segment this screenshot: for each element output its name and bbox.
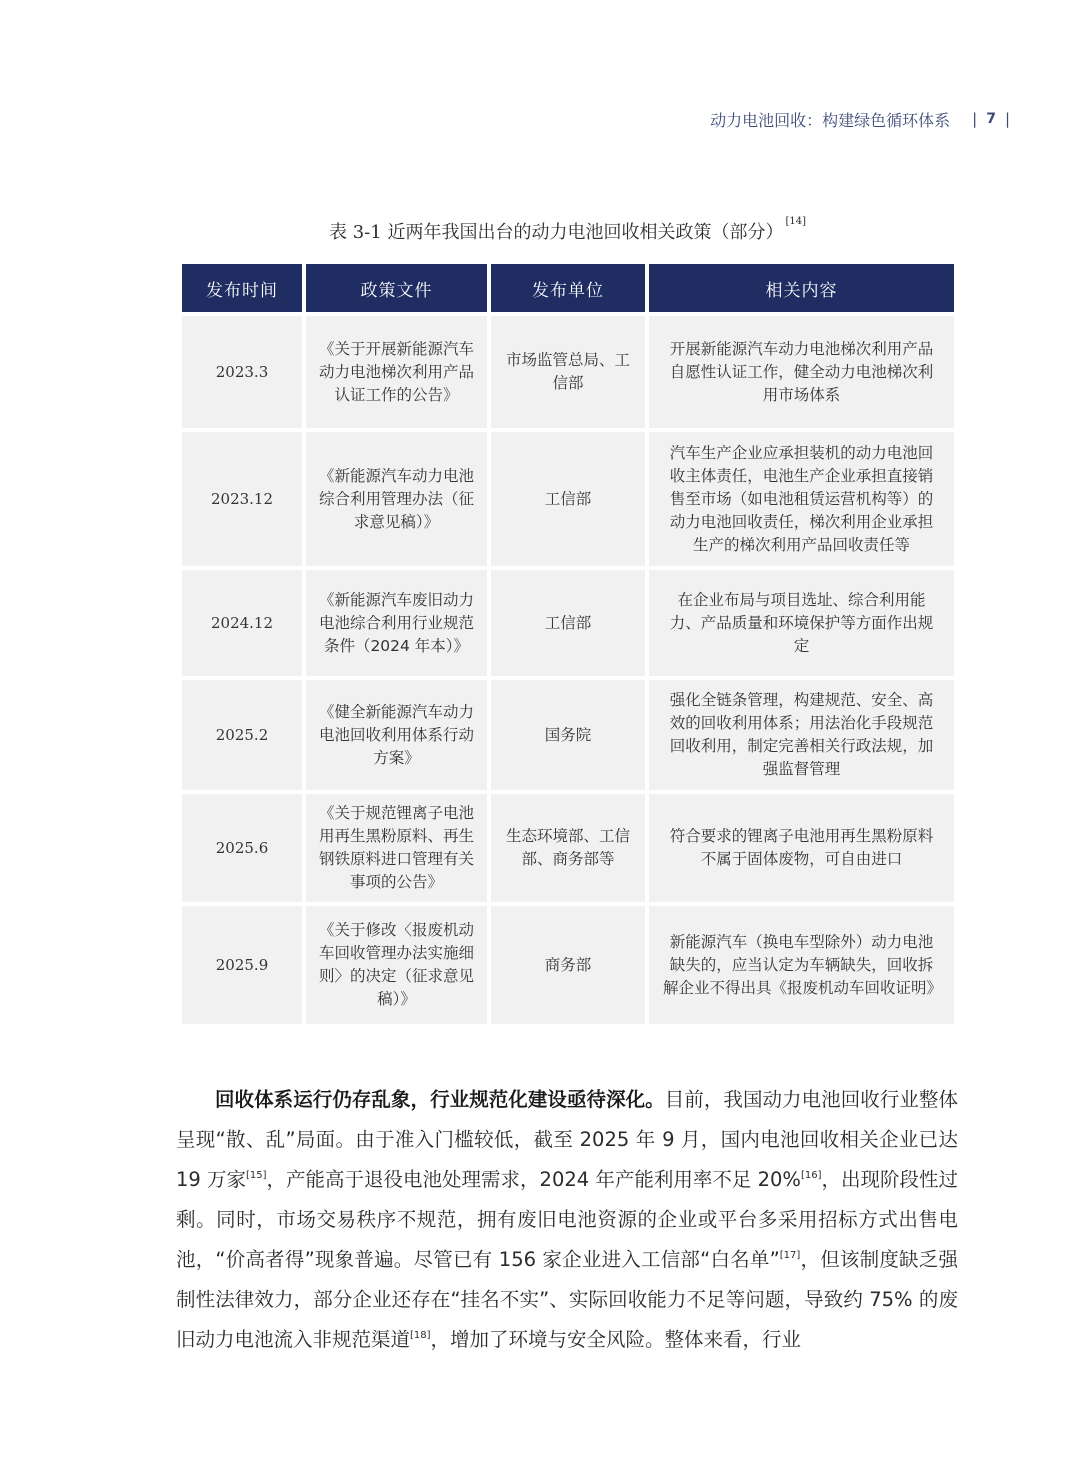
paragraph-text-5: ，增加了环境与安全风险。整体来看，行业 (430, 1327, 802, 1351)
policy-table (178, 260, 958, 1028)
cell-date: 2025.9 (182, 906, 302, 1024)
cell-issuer: 商务部 (491, 906, 645, 1024)
table-caption (180, 218, 955, 244)
table-row (182, 316, 954, 428)
running-header-title: 动力电池回收：构建绿色循环体系 (710, 110, 951, 130)
cell-document: 《关于规范锂离子电池用再生黑粉原料、再生钢铁原料进口管理有关事项的公告》 (306, 794, 487, 902)
cell-content: 在企业布局与项目选址、综合利用能力、产品质量和环境保护等方面作出规定 (649, 570, 954, 676)
cell-document: 《健全新能源汽车动力电池回收利用体系行动方案》 (306, 680, 487, 790)
cell-document: 《新能源汽车动力电池综合利用管理办法（征求意见稿）》 (306, 432, 487, 566)
column-header-content: 相关内容 (649, 264, 954, 312)
running-header (700, 106, 1010, 132)
cell-date: 2024.12 (182, 570, 302, 676)
citation-17: [17] (779, 1249, 801, 1261)
paragraph-text-3: ，出现阶段性过剩。同时，市场交易秩序不规范，拥有废旧电池资源的企业或平台多采用招标方式出售电池，“价高者得”现象普遍。尽管已有 156 家企业进入工信部“白名单” (176, 1167, 958, 1271)
cell-content: 强化全链条管理，构建规范、安全、高效的回收利用体系；用法治化手段规范回收利用，制定完善相关行政法规，加强监督管理 (649, 680, 954, 790)
cell-issuer: 工信部 (491, 570, 645, 676)
paragraph-text-2: ，产能高于退役电池处理需求，2024 年产能利用率不足 20% (266, 1167, 801, 1191)
cell-document: 《关于开展新能源汽车动力电池梯次利用产品认证工作的公告》 (306, 316, 487, 428)
cell-content: 新能源汽车（换电车型除外）动力电池缺失的，应当认定为车辆缺失，回收拆解企业不得出具《报废机动车回收证明》 (649, 906, 954, 1024)
cell-issuer: 工信部 (491, 432, 645, 566)
cell-document: 《关于修改〈报废机动车回收管理办法实施细则〉的决定（征求意见稿）》 (306, 906, 487, 1024)
table-row (182, 432, 954, 566)
citation-15: [15] (246, 1169, 267, 1181)
cell-date: 2023.12 (182, 432, 302, 566)
cell-document: 《新能源汽车废旧动力电池综合利用行业规范条件（2024 年本）》 (306, 570, 487, 676)
body-paragraph (176, 1080, 958, 1360)
citation-16: [16] (800, 1169, 822, 1181)
table-row (182, 570, 954, 676)
cell-content: 开展新能源汽车动力电池梯次利用产品自愿性认证工作，健全动力电池梯次利用市场体系 (649, 316, 954, 428)
paragraph-text-1: 目前，我国动力电池回收行业整体呈现“散、乱”局面。由于准入门槛较低，截至 2025 年 9 月，国内电池回收相关企业已达 19 万家 (176, 1087, 958, 1191)
citation-18: [18] (410, 1329, 431, 1341)
column-header-document: 政策文件 (306, 264, 487, 312)
table-caption-text: 表 3-1 近两年我国出台的动力电池回收相关政策（部分） (329, 222, 784, 243)
table-row (182, 680, 954, 790)
header-separator-right: | (1004, 110, 1010, 128)
table-row (182, 906, 954, 1024)
paragraph-text-4: ，但该制度缺乏强制性法律效力，部分企业还存在“挂名不实”、实际回收能力不足等问题，导致约 75% 的废旧动力电池流入非规范渠道 (176, 1247, 958, 1351)
table-header-row (182, 264, 954, 312)
cell-date: 2023.3 (182, 316, 302, 428)
cell-date: 2025.6 (182, 794, 302, 902)
cell-content: 汽车生产企业应承担装机的动力电池回收主体责任，电池生产企业承担直接销售至市场（如电池租赁运营机构等）的动力电池回收责任，梯次利用企业承担生产的梯次利用产品回收责任等 (649, 432, 954, 566)
cell-issuer: 生态环境部、工信部、商务部等 (491, 794, 645, 902)
table-caption-ref: [14] (785, 216, 806, 227)
cell-content: 符合要求的锂离子电池用再生黑粉原料不属于固体废物，可自由进口 (649, 794, 954, 902)
column-header-issuer: 发布单位 (491, 264, 645, 312)
paragraph-lead: 回收体系运行仍存乱象，行业规范化建设亟待深化。 (215, 1087, 665, 1111)
cell-issuer: 国务院 (491, 680, 645, 790)
page-number: 7 (986, 111, 996, 127)
header-separator-left: | (972, 110, 978, 128)
cell-date: 2025.2 (182, 680, 302, 790)
column-header-date: 发布时间 (182, 264, 302, 312)
table-row (182, 794, 954, 902)
cell-issuer: 市场监管总局、工信部 (491, 316, 645, 428)
